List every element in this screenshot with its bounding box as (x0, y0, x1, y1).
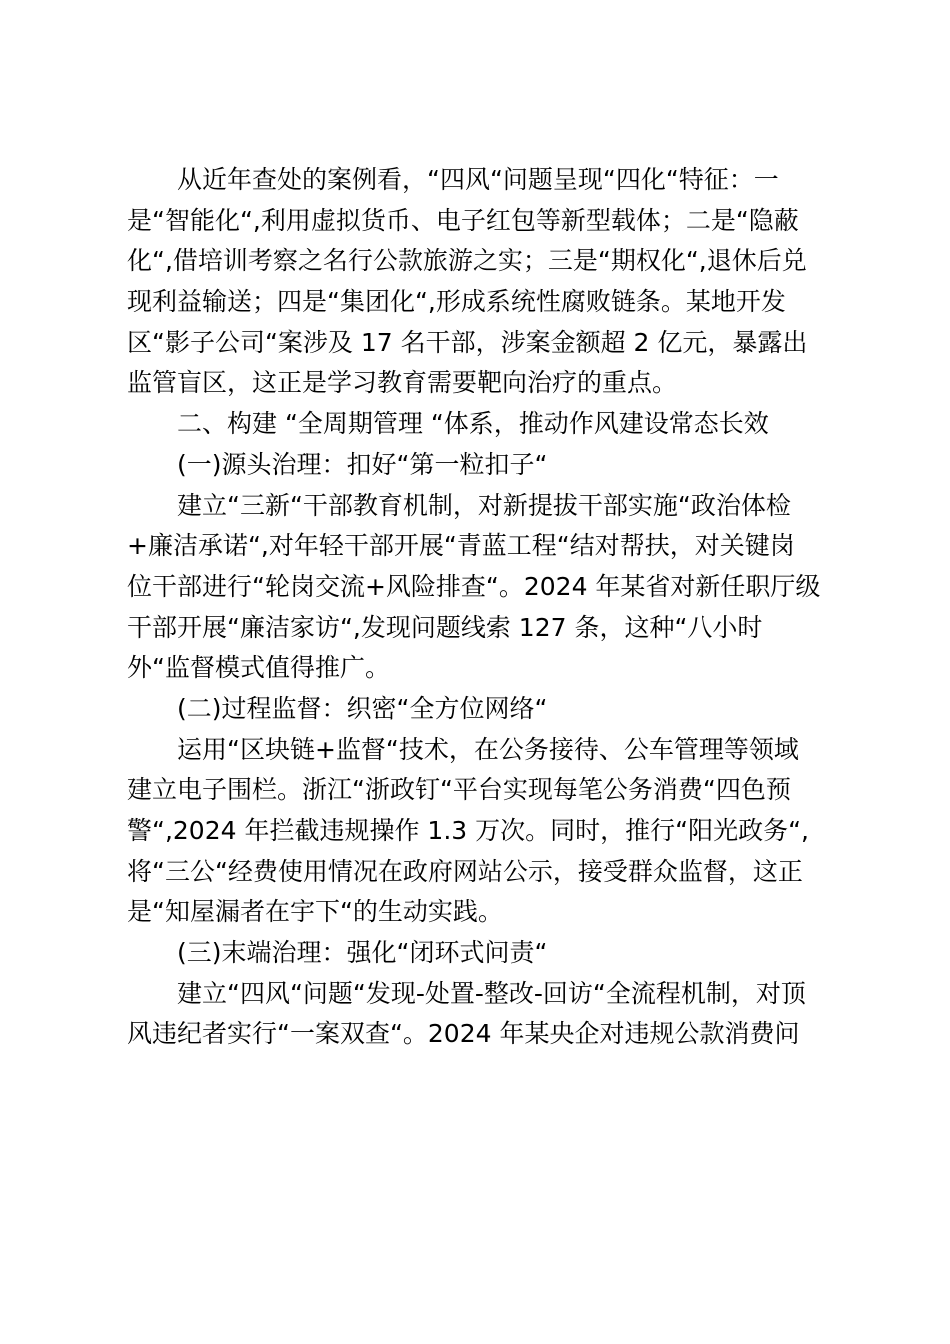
subheading-2: (二)过程监督：织密“全方位网络“ (177, 693, 548, 723)
section-heading-2: 二、构建 “全周期管理 “体系，推动作风建设常态长效 (177, 409, 769, 439)
paragraph-2-line-5: 外“监督模式值得推广。 (127, 653, 390, 683)
paragraph-2-line-3: 位干部进行“轮岗交流+风险排查“。2024 年某省对新任职厅级 (127, 571, 821, 601)
paragraph-4-line-2: 风违纪者实行“一案双查“。2024 年某央企对违规公款消费问 (127, 1019, 800, 1049)
paragraph-1-line-5: 区“影子公司“案涉及 17 名干部，涉案金额超 2 亿元，暴露出 (127, 327, 808, 357)
paragraph-3-line-3: 警“,2024 年拦截违规操作 1.3 万次。同时，推行“阳光政务“, (127, 816, 809, 845)
paragraph-3-line-4: 将“三公“经费使用情况在政府网站公示，接受群众监督，这正 (127, 856, 803, 886)
paragraph-1-line-6: 监管盲区，这正是学习教育需要靶向治疗的重点。 (127, 368, 678, 398)
paragraph-1-line-4: 现利益输送；四是“集团化“,形成系统性腐败链条。某地开发 (127, 287, 786, 317)
subheading-3: (三)末端治理：强化“闭环式问责“ (177, 938, 548, 968)
paragraph-1-line-2: 是“智能化“,利用虚拟货币、电子红包等新型载体；二是“隐蔽 (127, 205, 799, 235)
paragraph-3-line-1: 运用“区块链+监督“技术，在公务接待、公车管理等领域 (177, 734, 799, 764)
paragraph-2-line-2: +廉洁承诺“,对年轻干部开展“青蓝工程“结对帮扶，对关键岗 (127, 531, 795, 561)
subheading-1: (一)源头治理：扣好“第一粒扣子“ (177, 449, 548, 479)
document-page (127, 160, 837, 1055)
paragraph-3-line-2: 建立电子围栏。浙江“浙政钉“平台实现每笔公务消费“四色预 (127, 775, 791, 805)
paragraph-2-line-1: 建立“三新“干部教育机制，对新提拔干部实施“政治体检 (177, 490, 791, 520)
paragraph-1-line-3: 化“,借培训考察之名行公款旅游之实；三是“期权化“,退休后兑 (127, 246, 807, 276)
paragraph-4-line-1: 建立“四风“问题“发现-处置-整改-回访“全流程机制，对顶 (177, 978, 806, 1008)
paragraph-2-line-4: 干部开展“廉洁家访“,发现问题线索 127 条，这种“八小时 (127, 612, 763, 642)
paragraph-3-line-5: 是“知屋漏者在宇下“的生动实践。 (127, 897, 503, 927)
paragraph-1-line-1: 从近年查处的案例看，“四风“问题呈现“四化“特征：一 (177, 165, 779, 194)
